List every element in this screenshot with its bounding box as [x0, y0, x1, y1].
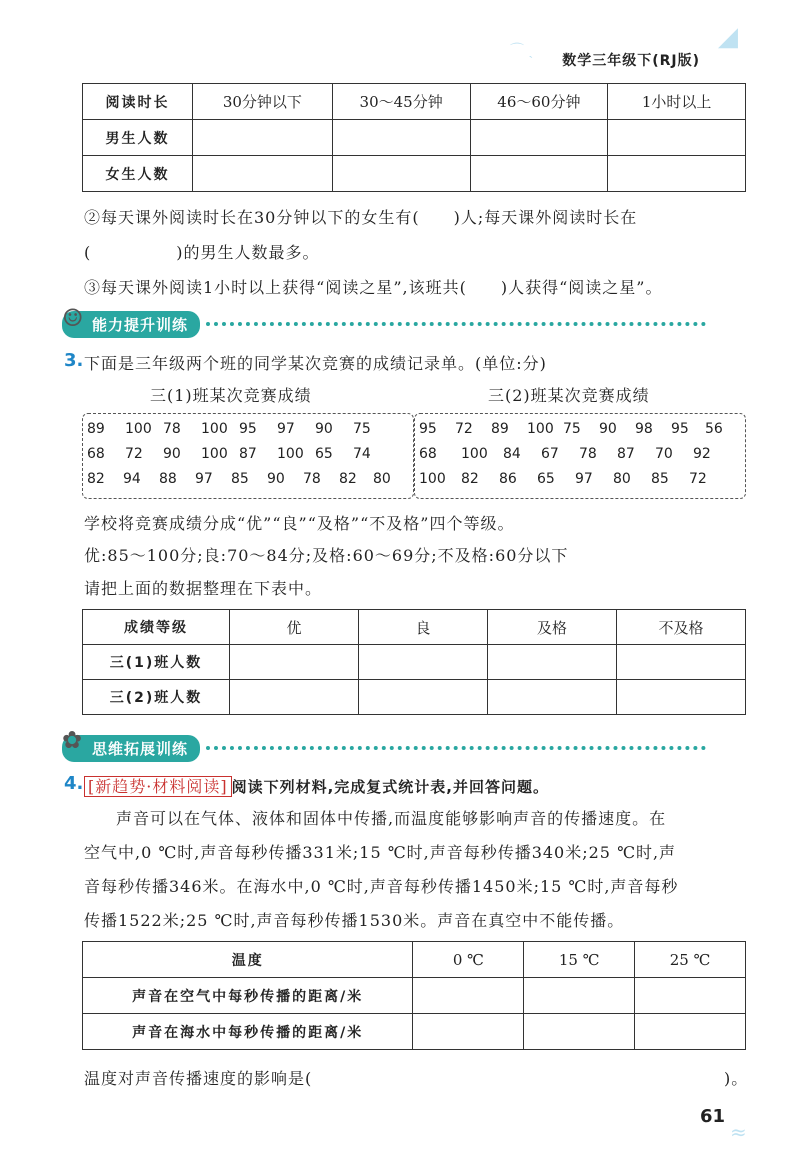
question-number: 3. — [64, 350, 84, 371]
score: 72 — [455, 420, 473, 437]
table-header-cell: 阅读时长 — [83, 84, 193, 120]
score: 100 — [461, 445, 488, 462]
section-title: 能力提升训练 — [62, 311, 200, 338]
class1-scores-box — [82, 413, 414, 499]
table-header-cell: 1小时以上 — [608, 84, 746, 120]
answer-cell[interactable] — [617, 680, 746, 715]
score: 80 — [373, 470, 391, 487]
score: 75 — [563, 420, 581, 437]
score: 85 — [231, 470, 249, 487]
q4-answer-prefix: 温度对声音传播速度的影响是( — [84, 1069, 313, 1088]
score: 67 — [541, 445, 559, 462]
answer-cell[interactable] — [470, 120, 608, 156]
answer-cell[interactable] — [413, 978, 524, 1014]
q3-para3: 请把上面的数据整理在下表中。 — [84, 579, 323, 598]
answer-cell[interactable] — [524, 978, 635, 1014]
table-header-cell: 温度 — [83, 942, 413, 978]
score: 72 — [689, 470, 707, 487]
score: 56 — [705, 420, 723, 437]
reading-time-table — [82, 83, 746, 192]
table-header-cell: 30分钟以下 — [193, 84, 333, 120]
score: 78 — [579, 445, 597, 462]
q4-paragraph: 传播1522米;25 ℃时,声音每秒传播1530米。声音在真空中不能传播。 — [84, 911, 625, 930]
row-label: 声音在空气中每秒传播的距离/米 — [83, 978, 413, 1014]
score: 68 — [87, 445, 105, 462]
q4-paragraph: 音每秒传播346米。在海水中,0 ℃时,声音每秒传播1450米;15 ℃时,声音每秒 — [84, 877, 679, 896]
score: 100 — [527, 420, 554, 437]
table-header-cell: 及格 — [488, 610, 617, 645]
answer-cell[interactable] — [230, 645, 359, 680]
section-banner-thinking — [62, 736, 706, 760]
answer-cell[interactable] — [413, 1014, 524, 1050]
answer-cell[interactable] — [488, 680, 617, 715]
answer-cell[interactable] — [470, 156, 608, 192]
score-row — [419, 416, 741, 441]
question-number: 4. — [64, 773, 84, 794]
score-row — [419, 441, 741, 466]
trend-tag: [新趋势·材料阅读] — [84, 776, 232, 797]
score: 87 — [617, 445, 635, 462]
q2-line2: ( )的男生人数最多。 — [84, 243, 320, 262]
class2-scores-box — [414, 413, 746, 499]
score: 90 — [599, 420, 617, 437]
score: 100 — [419, 470, 446, 487]
answer-cell[interactable] — [332, 156, 470, 192]
score: 86 — [499, 470, 517, 487]
table-header-cell: 25 ℃ — [635, 942, 746, 978]
table-header-cell: 良 — [359, 610, 488, 645]
row-label: 女生人数 — [83, 156, 193, 192]
dolphin-decoration-icon: ◢ — [718, 22, 738, 52]
row-label: 声音在海水中每秒传播的距离/米 — [83, 1014, 413, 1050]
row-label: 三(1)班人数 — [83, 645, 230, 680]
score: 88 — [159, 470, 177, 487]
score: 89 — [491, 420, 509, 437]
table-header-cell: 0 ℃ — [413, 942, 524, 978]
score: 100 — [125, 420, 152, 437]
page-number: 61 — [699, 1106, 725, 1127]
score: 94 — [123, 470, 141, 487]
book-header: 数学三年级下(RJ版) — [562, 53, 700, 69]
score: 95 — [239, 420, 257, 437]
score: 84 — [503, 445, 521, 462]
answer-cell[interactable] — [617, 645, 746, 680]
score: 100 — [201, 445, 228, 462]
score: 65 — [537, 470, 555, 487]
score: 70 — [655, 445, 673, 462]
score: 78 — [303, 470, 321, 487]
table-header-cell: 优 — [230, 610, 359, 645]
score-row — [87, 466, 409, 491]
score: 82 — [461, 470, 479, 487]
score-row — [87, 416, 409, 441]
score: 95 — [419, 420, 437, 437]
q4-heading — [84, 774, 549, 797]
section-title: 思维拓展训练 — [62, 735, 200, 762]
score: 82 — [339, 470, 357, 487]
table-header-cell: 15 ℃ — [524, 942, 635, 978]
score: 98 — [635, 420, 653, 437]
score: 85 — [651, 470, 669, 487]
score: 90 — [267, 470, 285, 487]
score-row — [419, 466, 741, 491]
q4-answer-suffix: )。 — [724, 1069, 749, 1088]
answer-cell[interactable] — [193, 120, 333, 156]
class1-title: 三(1)班某次竞赛成绩 — [150, 386, 312, 405]
grade-table — [82, 609, 746, 715]
score: 100 — [277, 445, 304, 462]
q4-instruction: 阅读下列材料,完成复式统计表,并回答问题。 — [231, 778, 549, 796]
score: 72 — [125, 445, 143, 462]
score: 82 — [87, 470, 105, 487]
row-label: 三(2)班人数 — [83, 680, 230, 715]
sound-speed-table — [82, 941, 746, 1050]
answer-cell[interactable] — [524, 1014, 635, 1050]
row-label: 男生人数 — [83, 120, 193, 156]
answer-cell[interactable] — [635, 1014, 746, 1050]
score: 74 — [353, 445, 371, 462]
q3-text: 下面是三年级两个班的同学某次竞赛的成绩记录单。(单位:分) — [84, 354, 547, 373]
table-header-cell: 46～60分钟 — [470, 84, 608, 120]
answer-cell[interactable] — [230, 680, 359, 715]
class2-title: 三(2)班某次竞赛成绩 — [488, 386, 650, 405]
bird-decoration-icon: ⌒ ˎ — [510, 43, 534, 59]
section-banner-ability — [62, 312, 706, 336]
score: 92 — [693, 445, 711, 462]
q4-paragraph: 空气中,0 ℃时,声音每秒传播331米;15 ℃时,声音每秒传播340米;25 ℃时,声 — [84, 843, 677, 862]
table-header-cell: 30～45分钟 — [332, 84, 470, 120]
q2-line1: ②每天课外阅读时长在30分钟以下的女生有( )人;每天课外阅读时长在 — [84, 208, 638, 227]
score-row — [87, 441, 409, 466]
table-header-cell: 不及格 — [617, 610, 746, 645]
score: 78 — [163, 420, 181, 437]
q3-para1: 学校将竞赛成绩分成“优”“良”“及格”“不及格”四个等级。 — [84, 514, 515, 533]
answer-cell[interactable] — [608, 120, 746, 156]
answer-cell[interactable] — [359, 680, 488, 715]
answer-cell[interactable] — [635, 978, 746, 1014]
q4-paragraph: 声音可以在气体、液体和固体中传播,而温度能够影响声音的传播速度。在 — [116, 809, 667, 828]
score: 68 — [419, 445, 437, 462]
table-header-cell: 成绩等级 — [83, 610, 230, 645]
score: 97 — [195, 470, 213, 487]
score: 100 — [201, 420, 228, 437]
answer-cell[interactable] — [332, 120, 470, 156]
wave-decoration-icon: ≈ — [730, 1120, 747, 1144]
dotted-divider — [206, 322, 706, 326]
score: 65 — [315, 445, 333, 462]
student-mascot-icon: ☺ — [62, 304, 84, 332]
answer-cell[interactable] — [488, 645, 617, 680]
dotted-divider — [206, 746, 706, 750]
q2-line3: ③每天课外阅读1小时以上获得“阅读之星”,该班共( )人获得“阅读之星”。 — [84, 278, 663, 297]
bunny-mascot-icon: ✿ — [62, 726, 83, 754]
score: 80 — [613, 470, 631, 487]
score: 97 — [277, 420, 295, 437]
answer-cell[interactable] — [608, 156, 746, 192]
score: 89 — [87, 420, 105, 437]
score: 90 — [315, 420, 333, 437]
answer-cell[interactable] — [193, 156, 333, 192]
answer-cell[interactable] — [359, 645, 488, 680]
score: 90 — [163, 445, 181, 462]
score: 75 — [353, 420, 371, 437]
score: 97 — [575, 470, 593, 487]
score: 87 — [239, 445, 257, 462]
q3-para2: 优:85～100分;良:70～84分;及格:60～69分;不及格:60分以下 — [84, 546, 569, 565]
score: 95 — [671, 420, 689, 437]
